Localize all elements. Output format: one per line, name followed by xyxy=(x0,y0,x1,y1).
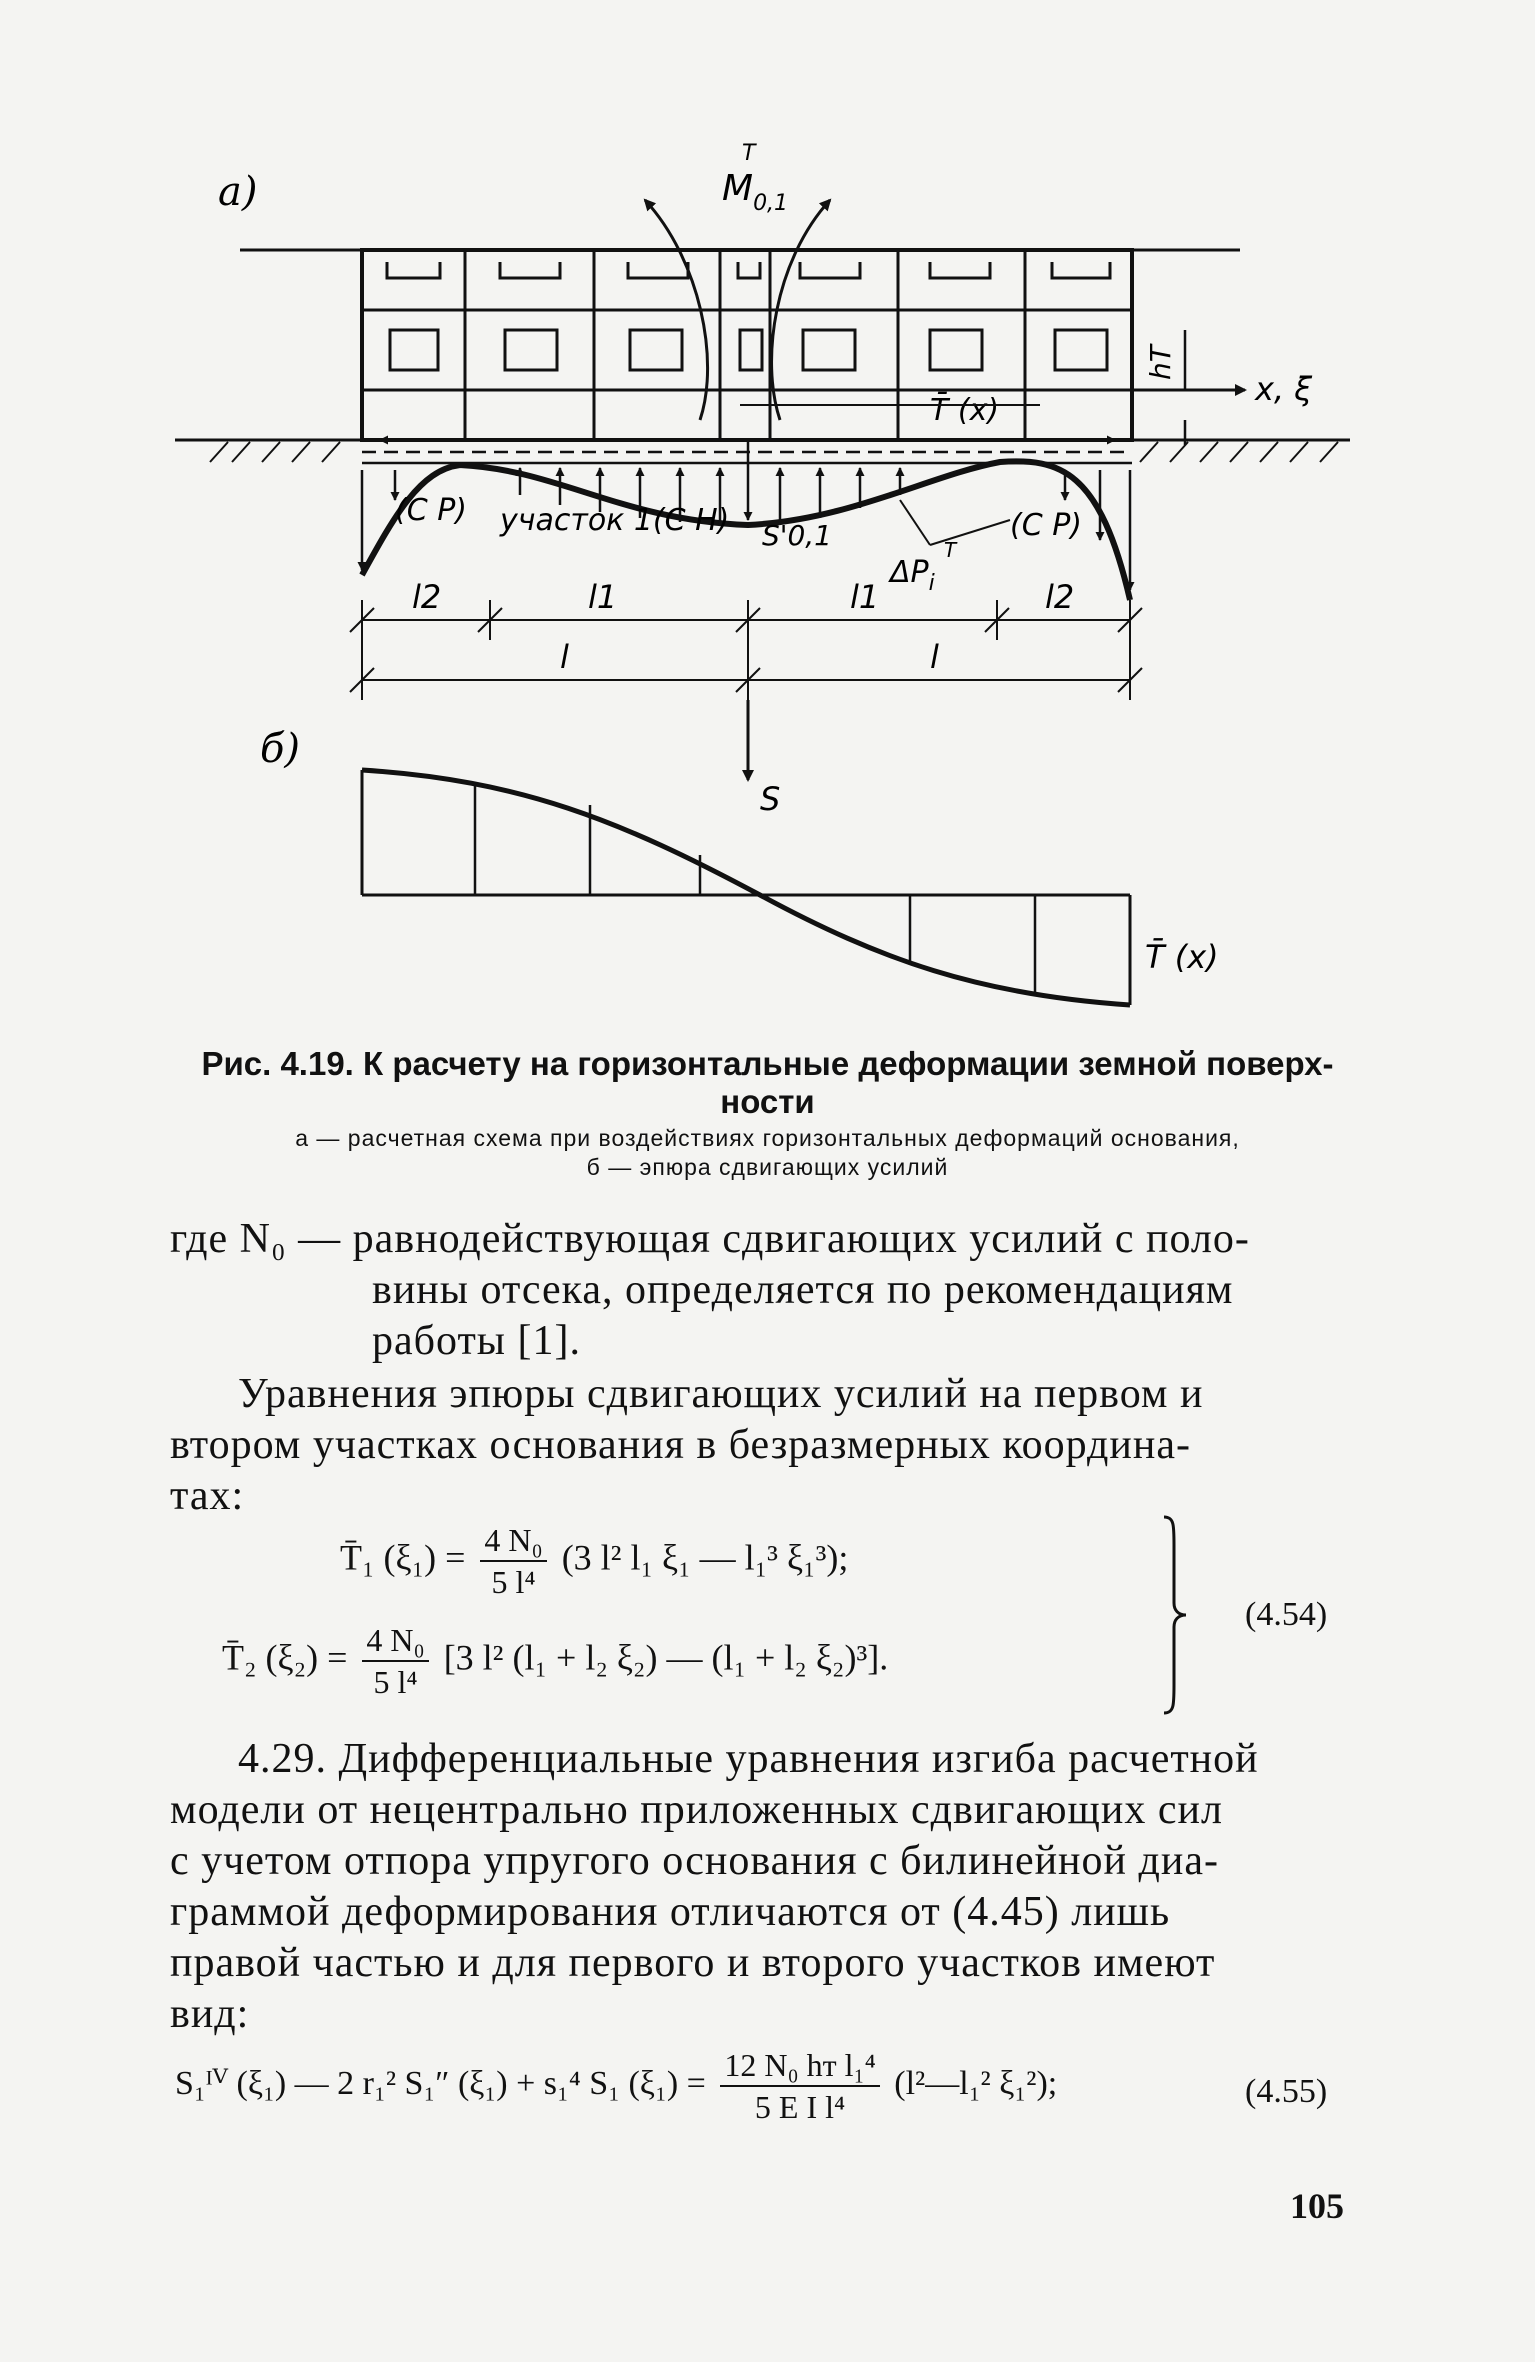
dim-l2-left: l2 xyxy=(412,578,442,616)
tx-label-a: T̄ (x) xyxy=(930,393,1000,428)
p3-line1: 4.29. Дифференциальные уравнения изгиба расчетной xyxy=(238,1736,1259,1782)
eq2-den: 5 l⁴ xyxy=(373,1664,418,1700)
eq3-fraction xyxy=(720,2045,879,2127)
eq1-right: (3 l² l₁ ξ₁ — l₁³ ξ₁³); xyxy=(561,1537,849,1578)
p3-line6: вид: xyxy=(170,1991,250,2037)
caption-title-line2: ности xyxy=(720,1083,815,1120)
eq1-num: 4 N₀ xyxy=(480,1520,546,1562)
equation-t1 xyxy=(340,1520,848,1602)
lower-windows xyxy=(390,330,1107,370)
equation-t2 xyxy=(222,1620,888,1702)
p1-line2: вины отсека, определяется по рекомендациям xyxy=(372,1267,1234,1313)
p2-line3: тах: xyxy=(170,1473,245,1519)
upper-windows xyxy=(387,262,1110,278)
p3-line4: граммой деформирования отличаются от (4.45) лишь xyxy=(170,1889,1171,1935)
panel-a-label: а) xyxy=(218,169,258,215)
dim-l-left: l xyxy=(560,638,569,676)
moment-label: $M_{0,1}$ xyxy=(722,168,789,216)
equation-number-4-55: (4.55) xyxy=(1245,2073,1328,2110)
p2-line2: втором участках основания в безразмерных координа- xyxy=(170,1422,1192,1468)
equation-number-4-54: (4.54) xyxy=(1245,1596,1328,1633)
moment-sup: T xyxy=(742,141,756,166)
cp-left-label: (C P) xyxy=(395,493,467,528)
dp-label: $\Delta P_i$ xyxy=(890,555,935,596)
p1-line3: работы [1]. xyxy=(372,1318,582,1364)
eq1-left: T̄₁ (ξ₁) = xyxy=(340,1537,466,1578)
eq2-left: T̄₂ (ξ₂) = xyxy=(222,1637,348,1678)
eq3-den: 5 E I l⁴ xyxy=(754,2089,846,2125)
caption-title-line1: Рис. 4.19. К расчету на горизонтальные деформации земной поверх- xyxy=(201,1045,1334,1082)
eq2-fraction xyxy=(362,1620,428,1702)
p3-line3: с учетом отпора упругого основания с билинейной диа- xyxy=(170,1838,1219,1884)
shear-diagram xyxy=(362,770,1130,1005)
eq1-fraction xyxy=(480,1520,546,1602)
dimension-lines xyxy=(350,600,1142,700)
dp-sup: T xyxy=(944,538,957,562)
caption-sub-line2: б — эпюра сдвигающих усилий xyxy=(586,1154,949,1180)
page-number: 105 xyxy=(1290,2186,1344,2226)
dim-l1-left: l1 xyxy=(588,578,618,616)
caption-sub-line1: а — расчетная схема при воздействиях горизонтальных деформаций основания, xyxy=(295,1125,1240,1151)
tx-label-b: T̄ (x) xyxy=(1145,938,1219,976)
p3-line5: правой частью и для первого и второго участков имеют xyxy=(170,1940,1216,1986)
eq3-right: (l²—l₁² ξ₁²); xyxy=(894,2064,1058,2102)
dim-l2-right: l2 xyxy=(1045,578,1075,616)
cp-right-label: (C P) xyxy=(1010,508,1082,543)
p1-line1: где N₀ — равнодействующая сдвигающих усилий с поло- xyxy=(170,1216,1250,1262)
eq2-num: 4 N₀ xyxy=(362,1620,428,1662)
eq1-den: 5 l⁴ xyxy=(491,1564,536,1600)
equation-brace xyxy=(1160,1515,1190,1715)
eq2-right: [3 l² (l₁ + l₂ ξ₂) — (l₁ + l₂ ξ₂)³]. xyxy=(443,1637,889,1678)
dim-l1-right: l1 xyxy=(850,578,880,616)
s01-label: S'0,1 xyxy=(762,519,832,552)
x-axis-label: x, ξ xyxy=(1255,370,1313,408)
eq3-num: 12 N₀ hт l₁⁴ xyxy=(720,2045,879,2087)
equation-4-55 xyxy=(175,2045,1057,2127)
eq3-left: S₁ᴵⱽ (ξ₁) — 2 r₁² S₁″ (ξ₁) + s₁⁴ S₁ (ξ₁) = xyxy=(175,2064,706,2102)
dim-l-right: l xyxy=(930,638,939,676)
p2-line1: Уравнения эпюры сдвигающих усилий на первом и xyxy=(238,1371,1204,1417)
hT-label: hT xyxy=(1144,345,1177,380)
p3-line2: модели от нецентрально приложенных сдвигающих сил xyxy=(170,1787,1223,1833)
section-1-label: участок 1(C H) xyxy=(500,503,730,538)
panel-b-label: б) xyxy=(260,726,301,772)
s-label: S xyxy=(760,780,781,818)
figure-4-19 xyxy=(0,0,1535,1040)
